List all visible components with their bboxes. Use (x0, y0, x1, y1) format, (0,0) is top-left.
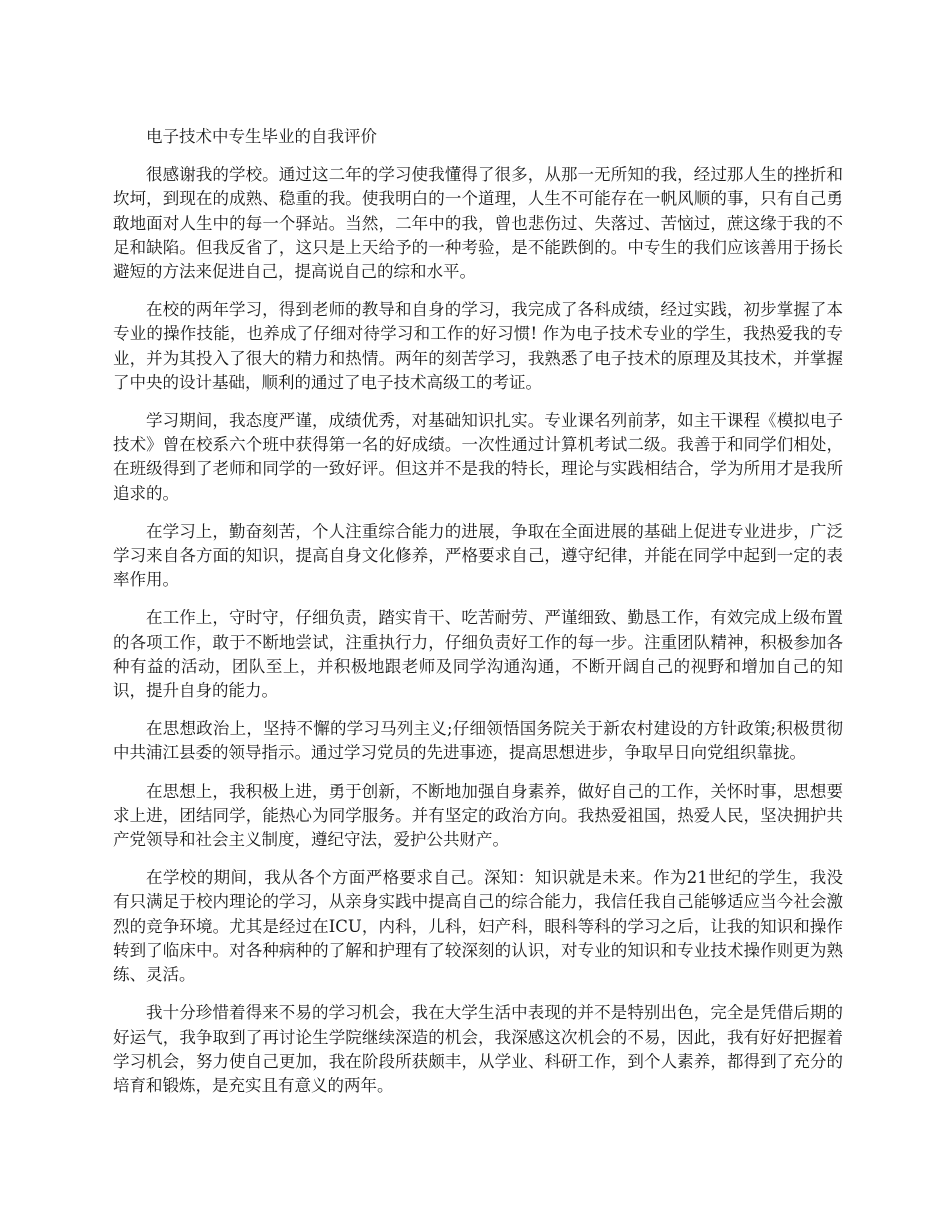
document-page (113, 125, 843, 1112)
paragraph-5: 在工作上，守时守，仔细负责，踏实肯干、吃苦耐劳、严谨细致、勤恳工作，有效完成上级布置的各项工作，敢于不断地尝试，注重执行力，仔细负责好工作的每一步。注重团队精神，积极参加各种有益的活动，团队至上，并积极地跟老师及同学沟通沟通，不断开阔自己的视野和增加自己的知识，提升自身的能力。 (113, 608, 843, 701)
paragraph-9: 我十分珍惜着得来不易的学习机会，我在大学生活中表现的并不是特别出色，完全是凭借后期的好运气，我争取到了再讨论生学院继续深造的机会，我深感这次机会的不易，因此，我有好好把握着学习机会，努力使自己更加，我在阶段所获颇丰，从学业、科研工作，到个人素养，都得到了充分的培育和锻炼，是充实且有意义的两年。 (113, 1003, 843, 1095)
paragraph-3: 学习期间，我态度严谨，成绩优秀，对基础知识扎实。专业课名列前茅，如主干课程《模拟电子技术》曾在校系六个班中获得第一名的好成绩。一次性通过计算机考试二级。我善于和同学们相处，在班级得到了老师和同学的一致好评。但这并不是我的特长，理论与实践相结合，学为所用才是我所追求的。 (113, 411, 843, 503)
paragraph-8: 在学校的期间，我从各个方面严格要求自己。深知：知识就是未来。作为21世纪的学生，我没有只满足于校内理论的学习，从亲身实践中提高自己的综合能力，我信任我自己能够适应当今社会激烈的竞争环境。尤其是经过在ICU，内科，儿科，妇产科，眼科等科的学习之后，让我的知识和操作转到了临床中。对各种病种的了解和护理有了较深刻的认识，对专业的知识和专业技术操作则更为熟练、灵活。 (113, 868, 843, 985)
paragraph-7: 在思想上，我积极上进，勇于创新，不断地加强自身素养，做好自己的工作，关怀时事，思想要求上进，团结同学，能热心为同学服务。并有坚定的政治方向。我热爱祖国，热爱人民，坚决拥护共产党领导和社会主义制度，遵纪守法，爱护公共财产。 (113, 781, 843, 850)
paragraph-6: 在思想政治上，坚持不懈的学习马列主义;仔细领悟国务院关于新农村建设的方针政策;积极贯彻中共浦江县委的领导指示。通过学习党员的先进事迹，提高思想进步，争取早日向党组织靠拢。 (113, 719, 843, 763)
document-title: 电子技术中专生毕业的自我评价 (146, 127, 377, 146)
paragraph-2: 在校的两年学习，得到老师的教导和自身的学习，我完成了各科成绩，经过实践，初步掌握了本专业的操作技能，也养成了仔细对待学习和工作的好习惯! 作为电子技术专业的学生，我热爱我的专业，并为其投入了很大的精力和热情。两年的刻苦学习，我熟悉了电子技术的原理及其技术，并掌握了中央的设计基础，顺利的通过了电子技术高级工的考证。 (113, 300, 843, 392)
paragraph-4: 在学习上，勤奋刻苦，个人注重综合能力的进展，争取在全面进展的基础上促进专业进步，广泛学习来自各方面的知识，提高自身文化修养，严格要求自己，遵守纪律，并能在同学中起到一定的表率作用。 (113, 521, 843, 590)
paragraph-1: 很感谢我的学校。通过这二年的学习使我懂得了很多，从那一无所知的我，经过那人生的挫折和坎坷，到现在的成熟、稳重的我。使我明白的一个道理，人生不可能存在一帆风顺的事，只有自己勇敢地面对人生中的每一个驿站。当然，二年中的我，曾也悲伤过、失落过、苦恼过，蔗这缘于我的不足和缺陷。但我反省了，这只是上天给予的一种考验，是不能跌倒的。中专生的我们应该善用于扬长避短的方法来促进自己，提高说自己的综和水平。 (113, 165, 843, 282)
